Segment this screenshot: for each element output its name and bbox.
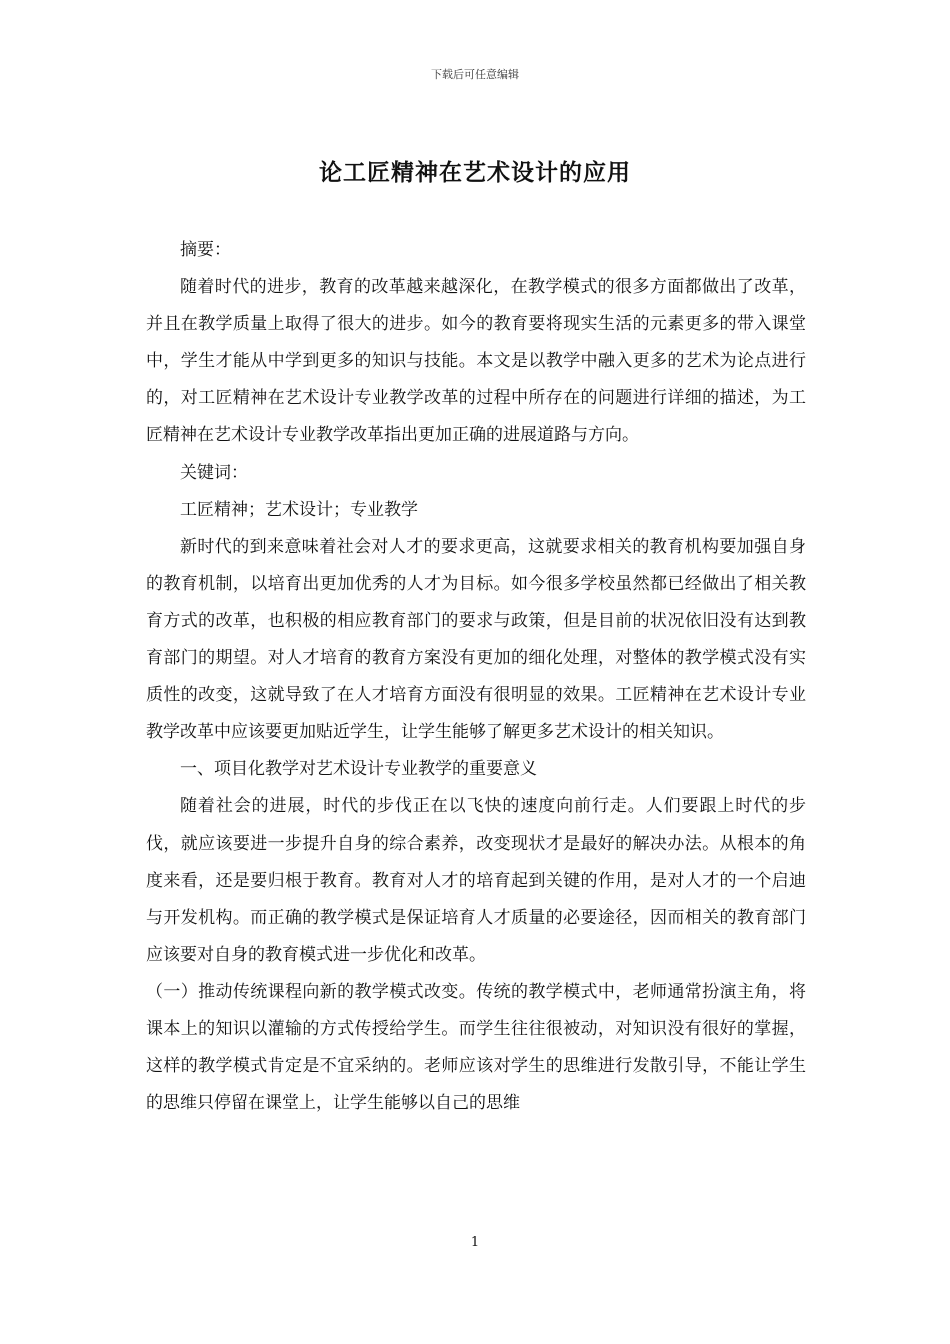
document-body xyxy=(146,232,806,1122)
subsection-1-paragraph: （一）推动传统课程向新的教学模式改变。传统的教学模式中，老师通常扮演主角，将课本上的知识以灌输的方式传授给学生。而学生往往很被动，对知识没有很好的掌握，这样的教学模式肯定是不宜采纳的。老师应该对学生的思维进行发散引导，不能让学生的思维只停留在课堂上，让学生能够以自己的思维 xyxy=(146,981,806,1114)
abstract-paragraph: 随着时代的进步，教育的改革越来越深化，在教学模式的很多方面都做出了改革，并且在教学质量上取得了很大的进步。如今的教育要将现实生活的元素更多的带入课堂中，学生才能从中学到更多的知识与技能。本文是以教学中融入更多的艺术为论点进行的，对工匠精神在艺术设计专业教学改革的过程中所存在的问题进行详细的描述，为工匠精神在艺术设计专业教学改革指出更加正确的进展道路与方向。 xyxy=(146,277,806,446)
page-number: 1 xyxy=(470,1235,480,1250)
intro-paragraph: 新时代的到来意味着社会对人才的要求更高，这就要求相关的教育机构要加强自身的教育机制，以培育出更加优秀的人才为目标。如今很多学校虽然都已经做出了相关教育方式的改革，也积极的相应教育部门的要求与政策，但是目前的状况依旧没有达到教育部门的期望。对人才培育的教育方案没有更加的细化处理，对整体的教学模式没有实质性的改变，这就导致了在人才培育方面没有很明显的效果。工匠精神在艺术设计专业教学改革中应该要更加贴近学生，让学生能够了解更多艺术设计的相关知识。 xyxy=(146,536,806,743)
section-1-heading: 一、项目化教学对艺术设计专业教学的重要意义 xyxy=(180,759,537,780)
page-header-note: 下载后可任意编辑 xyxy=(431,68,519,81)
section-1-paragraph: 随着社会的进展，时代的步伐正在以飞快的速度向前行走。人们要跟上时代的步伐，就应该要进一步提升自身的综合素养，改变现状才是最好的解决办法。从根本的角度来看，还是要归根于教育。教育对人才的培育起到关键的作用，是对人才的一个启迪与开发机构。而正确的教学模式是保证培育人才质量的必要途径，因而相关的教育部门应该要对自身的教育模式进一步优化和改革。 xyxy=(146,796,806,965)
keywords-heading: 关键词： xyxy=(180,462,248,483)
abstract-heading: 摘要： xyxy=(180,240,231,260)
document-title: 论工匠精神在艺术设计的应用 xyxy=(319,159,631,186)
keywords-list: 工匠精神；艺术设计；专业教学 xyxy=(180,499,418,520)
